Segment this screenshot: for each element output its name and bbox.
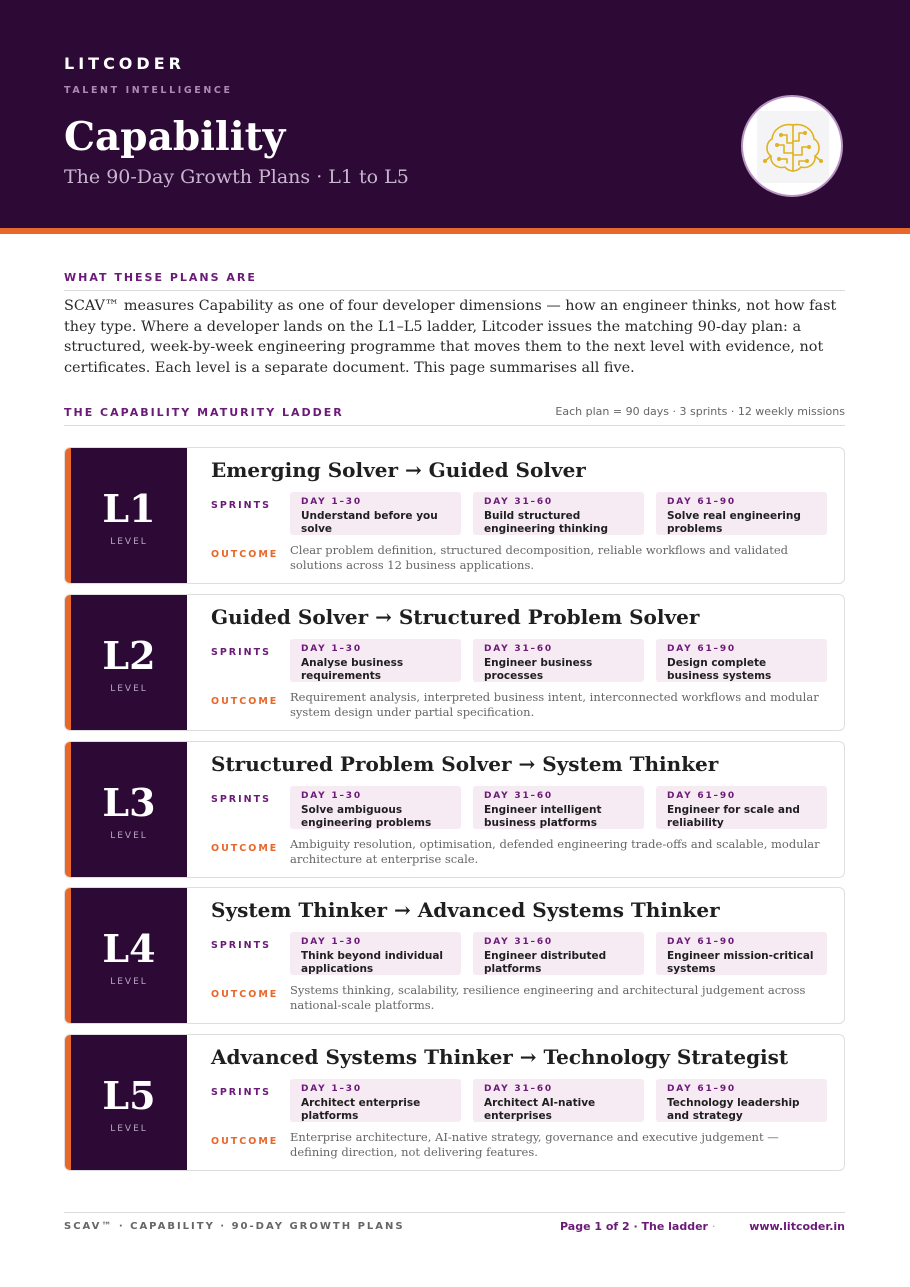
level-badge (71, 888, 187, 1023)
intro-paragraph: SCAV™ measures Capability as one of four developer dimensions — how an engineer thinks, not how fast they type. Where a developer lands on the L1–L5 ladder, Litcoder issues the matching 90-day plan: a structured, week-by-week engineering programme that moves them to the next level with evidence, not certificates. Each level is a separate document. This page summarises all five. (64, 298, 837, 376)
level-badge (71, 1035, 187, 1170)
level-badge (71, 595, 187, 730)
ladder-meta-note: Each plan = 90 days · 3 sprints · 12 weekly missions (555, 405, 845, 418)
outcome-text: Clear problem definition, structured decomposition, reliable workflows and validated solutions across 12 business applications. (290, 543, 789, 572)
header-accent-stripe (0, 228, 910, 234)
sprints-label: SPRINTS (211, 1087, 271, 1098)
emblem-badge (741, 95, 843, 197)
sprint-day-range: DAY 1–30 (301, 937, 362, 947)
level-title: Guided Solver → Structured Problem Solver (211, 605, 700, 629)
level-title: Emerging Solver → Guided Solver (211, 458, 586, 482)
footer-divider (64, 1212, 845, 1213)
level-card-l2 (64, 594, 845, 731)
sprint-3 (656, 786, 827, 829)
sprint-day-range: DAY 31–60 (484, 644, 553, 654)
sprint-day-range: DAY 61–90 (667, 791, 736, 801)
level-badge (71, 742, 187, 877)
sprint-2 (473, 492, 644, 535)
intro-section-label: WHAT THESE PLANS ARE (64, 271, 257, 284)
sprints-label: SPRINTS (211, 940, 271, 951)
footer-page-indicator: Page 1 of 2 · The ladder (560, 1220, 708, 1233)
outcome-label: OUTCOME (211, 696, 279, 707)
sprint-day-range: DAY 61–90 (667, 1084, 736, 1094)
outcome-text: Requirement analysis, interpreted business intent, interconnected workflows and modular system design under partial specification. (290, 690, 819, 719)
sprint-focus: Understand before you solve (301, 510, 438, 535)
sprint-focus: Think beyond individual applications (301, 950, 444, 975)
level-code: L1 (102, 486, 156, 531)
outcome-label: OUTCOME (211, 549, 279, 560)
sprint-focus: Solve real engineering problems (667, 510, 801, 535)
outcome-label: OUTCOME (211, 1136, 279, 1147)
sprint-day-range: DAY 1–30 (301, 791, 362, 801)
level-word: LEVEL (110, 537, 148, 547)
level-card-l4 (64, 887, 845, 1024)
level-title: Structured Problem Solver → System Thinker (211, 752, 719, 776)
level-word: LEVEL (110, 684, 148, 694)
sprint-focus: Engineer business processes (484, 657, 593, 682)
brand-tagline: TALENT INTELLIGENCE (64, 85, 233, 96)
sprint-focus: Design complete business systems (667, 657, 772, 682)
level-card-l5 (64, 1034, 845, 1171)
sprint-3 (656, 639, 827, 682)
level-word: LEVEL (110, 1124, 148, 1134)
sprint-2 (473, 786, 644, 829)
sprint-day-range: DAY 31–60 (484, 937, 553, 947)
sprint-1 (290, 932, 461, 975)
footer-separator: · (712, 1220, 716, 1233)
outcome-text: Systems thinking, scalability, resilience engineering and architectural judgement across national-scale platforms. (290, 983, 806, 1012)
level-code: L5 (102, 1073, 156, 1118)
sprints-label: SPRINTS (211, 500, 271, 511)
sprint-day-range: DAY 61–90 (667, 937, 736, 947)
sprint-2 (473, 1079, 644, 1122)
page-header (0, 0, 910, 228)
sprint-day-range: DAY 1–30 (301, 1084, 362, 1094)
sprint-3 (656, 492, 827, 535)
sprint-focus: Engineer intelligent business platforms (484, 804, 602, 829)
sprint-focus: Solve ambiguous engineering problems (301, 804, 432, 829)
sprint-1 (290, 1079, 461, 1122)
sprint-2 (473, 639, 644, 682)
sprint-focus: Engineer distributed platforms (484, 950, 607, 975)
sprint-2 (473, 932, 644, 975)
sprint-3 (656, 1079, 827, 1122)
sprint-3 (656, 932, 827, 975)
sprint-day-range: DAY 1–30 (301, 497, 362, 507)
level-word: LEVEL (110, 831, 148, 841)
outcome-label: OUTCOME (211, 989, 279, 1000)
level-badge (71, 448, 187, 583)
outcome-text: Ambiguity resolution, optimisation, defended engineering trade-offs and scalable, modular architecture at enterprise scale. (290, 837, 820, 866)
sprint-day-range: DAY 31–60 (484, 497, 553, 507)
level-code: L2 (102, 633, 156, 678)
page-title: Capability (64, 114, 286, 160)
level-code: L3 (102, 780, 156, 825)
level-title: System Thinker → Advanced Systems Thinker (211, 898, 720, 922)
level-title: Advanced Systems Thinker → Technology Strategist (211, 1045, 789, 1069)
level-code: L4 (102, 926, 156, 971)
page-subtitle: The 90-Day Growth Plans · L1 to L5 (64, 166, 409, 188)
sprint-day-range: DAY 61–90 (667, 497, 736, 507)
sprint-focus: Architect enterprise platforms (301, 1097, 421, 1122)
sprint-focus: Analyse business requirements (301, 657, 404, 682)
sprint-day-range: DAY 31–60 (484, 791, 553, 801)
brand-name: LITCODER (64, 54, 185, 73)
sprint-1 (290, 786, 461, 829)
footer-document-label: SCAV™ · CAPABILITY · 90-DAY GROWTH PLANS (64, 1221, 405, 1232)
outcome-text: Enterprise architecture, AI-native strategy, governance and executive judgement — defining direction, not delivering features. (290, 1130, 779, 1159)
sprint-focus: Technology leadership and strategy (667, 1097, 800, 1122)
sprint-1 (290, 639, 461, 682)
brain-circuit-icon (757, 111, 829, 183)
sprint-1 (290, 492, 461, 535)
sprint-focus: Architect AI-native enterprises (484, 1097, 596, 1122)
sprint-focus: Engineer mission-critical systems (667, 950, 814, 975)
sprint-day-range: DAY 31–60 (484, 1084, 553, 1094)
sprints-label: SPRINTS (211, 794, 271, 805)
sprint-day-range: DAY 1–30 (301, 644, 362, 654)
level-word: LEVEL (110, 977, 148, 987)
ladder-section-label: THE CAPABILITY MATURITY LADDER (64, 406, 344, 419)
sprints-label: SPRINTS (211, 647, 271, 658)
outcome-label: OUTCOME (211, 843, 279, 854)
footer-website-link[interactable]: www.litcoder.in (749, 1220, 845, 1233)
intro-divider (64, 290, 845, 291)
level-card-l3 (64, 741, 845, 878)
level-card-l1 (64, 447, 845, 584)
sprint-focus: Engineer for scale and reliability (667, 804, 800, 829)
ladder-divider (64, 425, 845, 426)
sprint-focus: Build structured engineering thinking (484, 510, 608, 535)
sprint-day-range: DAY 61–90 (667, 644, 736, 654)
